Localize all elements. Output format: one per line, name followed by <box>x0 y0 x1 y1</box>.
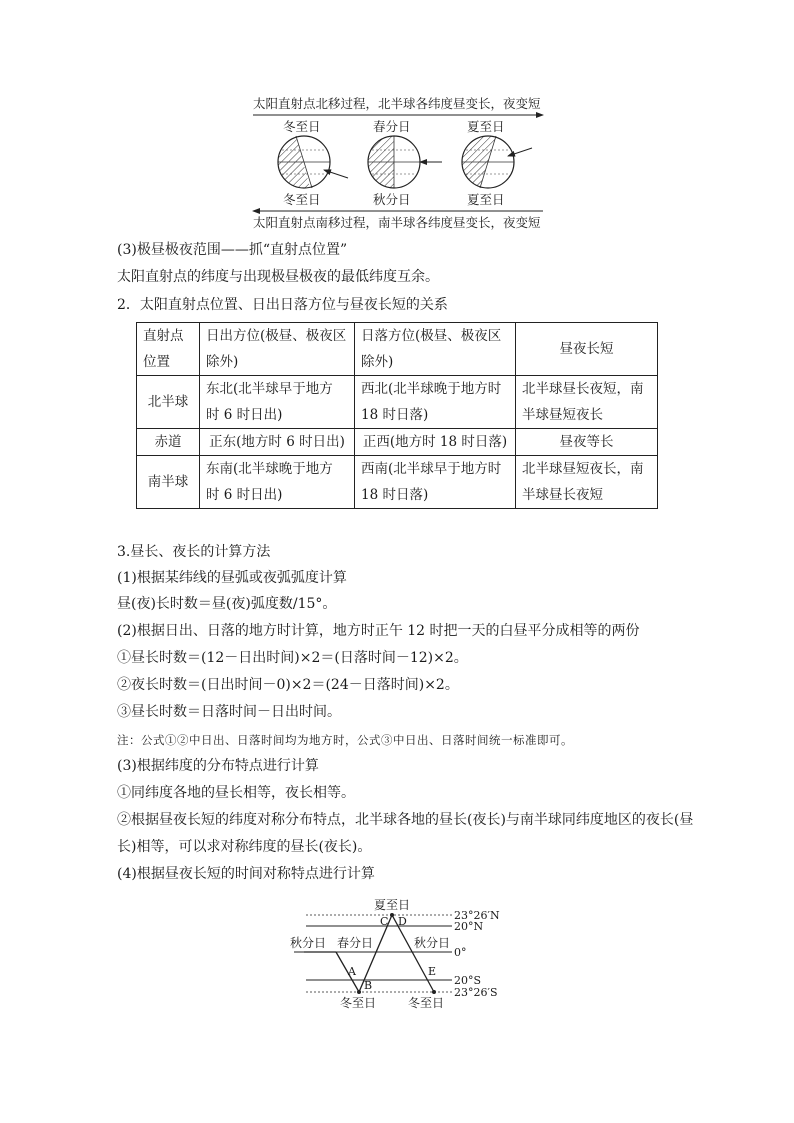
cell-position: 北半球 <box>137 376 200 429</box>
header-daylength: 昼夜长短 <box>516 323 658 376</box>
globe-equinox <box>368 136 442 188</box>
section3-heading: 3.昼长、夜长的计算方法 <box>117 544 271 560</box>
cell-sunset: 西南(北半球早于地方时 18 时日落) <box>355 456 516 509</box>
cell-sunrise: 东南(北半球晚于地方 时 6 时日出) <box>200 456 355 509</box>
method3-item1: ①同纬度各地的昼长相等，夜长相等。 <box>117 785 355 801</box>
table-row <box>137 456 658 509</box>
label-winter-top: 冬至日 <box>283 119 321 134</box>
header-sunset: 日落方位(极昼、极夜区 除外) <box>355 323 516 376</box>
label-autumn-bottom: 秋分日 <box>373 192 411 207</box>
cell-daylength: 昼夜等长 <box>516 429 658 456</box>
lat-2326S: 23°26′S <box>454 986 498 999</box>
header-position: 直射点 位置 <box>137 323 200 376</box>
fig2-winter-left: 冬至日 <box>340 996 377 1010</box>
section2-heading: 2．太阳直射点位置、日出日落方位与昼夜长短的关系 <box>117 297 448 313</box>
cell-sunrise: 东北(北半球早于地方 时 6 时日出) <box>200 376 355 429</box>
polar-heading: (3)极昼极夜范围——抓“直射点位置” <box>117 242 348 258</box>
table-row <box>137 429 658 456</box>
polar-text: 太阳直射点的纬度与出现极昼极夜的最低纬度互余。 <box>117 269 439 285</box>
method4: (4)根据昼夜长短的时间对称特点进行计算 <box>117 866 375 882</box>
point-B: B <box>364 979 373 992</box>
point-C: C <box>380 915 389 928</box>
sun-movement-figure <box>248 96 548 234</box>
cell-daylength: 北半球昼长夜短，南 半球昼短夜长 <box>516 376 658 429</box>
label-summer-bottom: 夏至日 <box>467 192 505 207</box>
fig2-spring: 春分日 <box>337 936 374 950</box>
method1: (1)根据某纬线的昼弧或夜弧弧度计算 <box>117 570 347 586</box>
cell-sunset: 正西(地方时 18 时日落) <box>355 429 516 456</box>
cell-sunrise: 正东(地方时 6 时日出) <box>200 429 355 456</box>
bottom-caption: 太阳直射点南移过程，南半球各纬度昼变长，夜变短 <box>253 215 541 230</box>
fig2-autumn-left: 秋分日 <box>290 936 327 950</box>
fig2-winter-right: 冬至日 <box>408 996 445 1010</box>
formula1: ①昼长时数＝(12－日出时间)×2＝(日落时间－12)×2。 <box>117 650 468 666</box>
note: 注：公式①②中日出、日落时间均为地方时，公式③中日出、日落时间统一标准即可。 <box>117 733 573 747</box>
method3: (3)根据纬度的分布特点进行计算 <box>117 758 319 774</box>
point-D: D <box>398 915 407 928</box>
globe-winter <box>278 136 348 188</box>
label-summer-top: 夏至日 <box>467 119 505 134</box>
cell-daylength: 北半球昼短夜长，南 半球昼长夜短 <box>516 456 658 509</box>
point-A: A <box>348 965 356 978</box>
cell-sunset: 西北(北半球晚于地方时 18 时日落) <box>355 376 516 429</box>
formula2: ②夜长时数＝(日出时间－0)×2＝(24－日落时间)×2。 <box>117 677 459 693</box>
table-header-row <box>137 323 658 376</box>
lat-2326N: 23°26′N <box>454 909 500 922</box>
lat-20N: 20°N <box>454 920 484 933</box>
relation-table <box>136 322 658 509</box>
method1-formula: 昼(夜)长时数＝昼(夜)弧度数/15°。 <box>117 596 337 612</box>
fig2-summer-label: 夏至日 <box>374 898 411 912</box>
table-row <box>137 376 658 429</box>
header-sunrise: 日出方位(极昼、极夜区 除外) <box>200 323 355 376</box>
globe-summer <box>462 136 532 188</box>
time-symmetry-figure <box>284 895 524 1013</box>
method2: (2)根据日出、日落的地方时计算，地方时正午 12 时把一天的白昼平分成相等的两份 <box>117 623 640 639</box>
label-winter-bottom: 冬至日 <box>283 192 321 207</box>
fig2-autumn-right: 秋分日 <box>414 936 451 950</box>
method3-item2a: ②根据昼夜长短的纬度对称分布特点，北半球各地的昼长(夜长)与南半球同纬度地区的夜长(昼 <box>117 812 694 828</box>
formula3: ③昼长时数＝日落时间－日出时间。 <box>117 704 341 720</box>
cell-position: 南半球 <box>137 456 200 509</box>
label-spring-top: 春分日 <box>373 119 411 134</box>
cell-position: 赤道 <box>137 429 200 456</box>
lat-0: 0° <box>454 946 467 959</box>
point-E: E <box>428 965 437 978</box>
lat-20S: 20°S <box>454 974 482 987</box>
method3-item2b: 长)相等，可以求对称纬度的昼长(夜长)。 <box>117 839 372 855</box>
top-caption: 太阳直射点北移过程，北半球各纬度昼变长，夜变短 <box>253 96 541 111</box>
